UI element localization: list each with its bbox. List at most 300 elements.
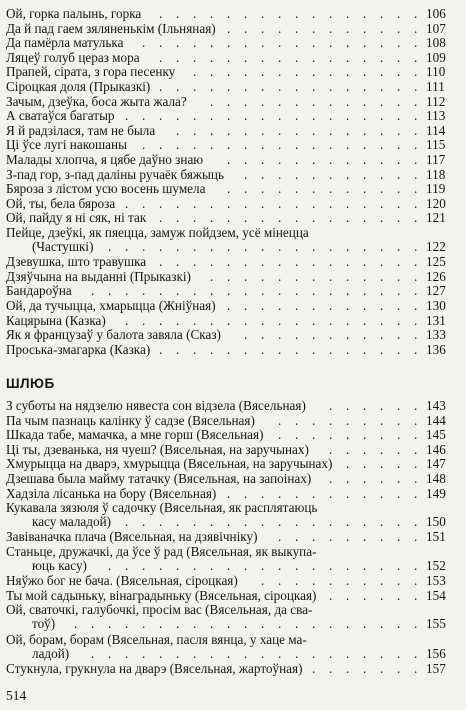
leader-dot: . [244, 166, 248, 182]
leader-dot: . [397, 152, 401, 167]
leader-dot: . [210, 64, 214, 80]
leader-dot: . [227, 93, 231, 109]
leader-dot: . [363, 79, 367, 94]
leader-dot: . [125, 558, 129, 573]
leader-dot: . [346, 49, 350, 65]
leader-dot: . [244, 137, 248, 153]
leader-dot: . [244, 49, 248, 65]
leader-dot: . [227, 181, 231, 197]
leader-dot: . [176, 312, 180, 328]
leader-dot: . [261, 312, 265, 328]
leader-dot: . [142, 514, 146, 530]
leader-dot: . [176, 6, 180, 21]
leader-dot: . [295, 529, 299, 545]
leader-dot: . [312, 268, 316, 284]
leader-dot: . [227, 64, 231, 80]
leader-dot: . [363, 412, 367, 428]
leader-dot: . [278, 298, 282, 313]
leader-dot: . [414, 195, 418, 211]
leader-dot: . [108, 645, 112, 661]
leader-dot: . [312, 108, 316, 124]
leader-dot: . [414, 152, 418, 167]
leader-dot: . [414, 298, 418, 313]
leader-dot: . [380, 441, 384, 457]
entry-title: Стукнула, грукнула на дварэ (Вясельная, жартоўная) [6, 660, 303, 676]
entry-page-number: 125 [426, 254, 446, 270]
leader-dot: . [227, 298, 231, 313]
leader-dot: . [176, 616, 180, 632]
leader-dot: . [414, 341, 418, 357]
leader-dot: . [278, 529, 282, 545]
leader-dot: . [346, 616, 350, 632]
leader-dot: . [329, 427, 333, 443]
leader-dot: . [312, 645, 316, 661]
leader-dot: . [159, 6, 163, 21]
leader-dot: . [397, 398, 401, 413]
leader-dot: . [142, 645, 146, 661]
leader-dot: . [295, 573, 299, 589]
leader-dot: . [363, 587, 367, 603]
leader-dot: . [363, 64, 367, 80]
entry-title: Зачым, дзеўка, боса жыта жала? [6, 93, 187, 109]
entry-title: Па чым пазнаць калінку ў садзе (Вясельная) [6, 412, 255, 428]
leader-dot: . [346, 195, 350, 211]
leader-dot: . [210, 283, 214, 299]
entry-title: Пейце, дзеўкі, як пяецца, замуж пойдзем, усё мінецца [6, 225, 309, 240]
leader-dot: . [397, 573, 401, 589]
toc-entry [6, 167, 458, 183]
leader-dot: . [363, 49, 367, 65]
toc-entry [6, 661, 458, 677]
entry-page-number: 110 [426, 64, 446, 80]
leader-dot: . [397, 35, 401, 51]
leader-dot: . [346, 254, 350, 270]
leader-dot: . [295, 181, 299, 197]
leader-dot: . [108, 616, 112, 632]
leader-dot: . [397, 79, 401, 94]
leader-dot: . [261, 239, 265, 254]
leader-dot: . [244, 79, 248, 94]
leader-dot: . [329, 573, 333, 589]
entry-title: Няўжо бог не бача. (Вясельная, сіроцкая) [6, 573, 238, 589]
entry-title: Дзешава была майму татачку (Вясельная, на запоінах) [6, 471, 312, 486]
leader-dot: . [346, 427, 350, 443]
leader-dot: . [329, 514, 333, 530]
leader-dot: . [346, 412, 350, 428]
leader-dot: . [346, 283, 350, 299]
entry-title: Ой, пайду я ні сяк, ні так [6, 210, 147, 226]
leader-dot: . [346, 558, 350, 573]
leader-dot: . [312, 210, 316, 226]
leader-dot: . [414, 398, 418, 413]
leader-dot: . [414, 6, 418, 21]
leader-dot: . [363, 558, 367, 573]
leader-dot: . [397, 137, 401, 153]
leader-dot: . [312, 49, 316, 65]
leader-dot: . [125, 283, 129, 299]
leader-dot: . [363, 181, 367, 197]
leader-dot: . [346, 166, 350, 182]
leader-dot: . [329, 268, 333, 284]
leader-dot: . [261, 485, 265, 501]
leader-dot: . [176, 79, 180, 94]
leader-dot: . [329, 64, 333, 80]
leader-dot: . [159, 645, 163, 661]
leader-dot: . [244, 268, 248, 284]
leader-dot: . [295, 64, 299, 80]
leader-dot: . [329, 485, 333, 501]
leader-dot: . [295, 645, 299, 661]
leader-dot: . [142, 195, 146, 211]
leader-dot: . [193, 122, 197, 138]
entry-title: Ой, да тучыцца, хмарыцца (Жніўная) [6, 298, 216, 313]
toc-entry [6, 108, 458, 124]
leader-dot: . [346, 485, 350, 501]
leader-dot: . [414, 616, 418, 632]
entry-title: З суботы на нядзелю нявеста сон відзела (Вясельная) [6, 398, 306, 413]
leader-dot: . [193, 35, 197, 51]
toc-entry [6, 152, 458, 168]
leader-dot: . [312, 298, 316, 313]
leader-dot: . [210, 210, 214, 226]
leader-dot: . [91, 616, 95, 632]
leader-dot: . [227, 514, 231, 530]
leader-dot: . [329, 412, 333, 428]
leader-dot: . [380, 660, 384, 676]
leader-dot: . [329, 181, 333, 197]
leader-dot: . [346, 573, 350, 589]
leader-dot: . [363, 441, 367, 457]
leader-dot: . [397, 456, 401, 472]
leader-dot: . [278, 6, 282, 21]
leader-dot: . [363, 35, 367, 51]
leader-dot: . [346, 312, 350, 328]
leader-dot: . [244, 254, 248, 270]
leader-dot: . [329, 20, 333, 36]
leader-dot: . [295, 268, 299, 284]
leader-dot: . [295, 239, 299, 254]
leader-dot: . [414, 254, 418, 270]
leader-dot: . [227, 239, 231, 254]
leader-dot: . [329, 327, 333, 343]
leader-dot: . [414, 35, 418, 51]
leader-dot: . [397, 660, 401, 676]
leader-dot: . [312, 137, 316, 153]
leader-dot: . [329, 254, 333, 270]
leader-dot: . [159, 558, 163, 573]
leader-dot: . [312, 93, 316, 109]
toc-entry [6, 283, 458, 299]
leader-dot: . [346, 152, 350, 167]
leader-dot: . [125, 239, 129, 254]
leader-dot: . [91, 645, 95, 661]
leader-dot: . [159, 254, 163, 270]
leader-dot: . [380, 529, 384, 545]
leader-dot: . [159, 616, 163, 632]
toc-entry [6, 486, 458, 502]
leader-dot: . [363, 616, 367, 632]
leader-dot: . [312, 6, 316, 21]
leader-dot: . [176, 514, 180, 530]
leader-dot: . [380, 254, 384, 270]
leader-dot: . [278, 93, 282, 109]
entry-page-number: 111 [426, 79, 445, 94]
leader-dot: . [363, 195, 367, 211]
leader-dot: . [346, 108, 350, 124]
leader-dot: . [176, 49, 180, 65]
leader-dot: . [176, 341, 180, 357]
entry-title: Хадзіла лісанька на бору (Вясельная) [6, 485, 217, 501]
entry-title: Сіроцкая доля (Прыказкі) [6, 79, 151, 94]
entry-title: Ці ўсе лугі накошаны [6, 137, 127, 153]
leader-dot: . [414, 529, 418, 545]
leader-dot: . [312, 573, 316, 589]
leader-dot: . [397, 239, 401, 254]
leader-dot: . [244, 64, 248, 80]
leader-dot: . [380, 312, 384, 328]
leader-dot: . [312, 514, 316, 530]
leader-dot: . [176, 558, 180, 573]
leader-dot: . [278, 108, 282, 124]
entry-title: Станьце, дружачкі, да ўсе ў рад (Вясельная, як выкупа- [6, 544, 317, 559]
leader-dot: . [397, 108, 401, 124]
leader-dot: . [346, 645, 350, 661]
leader-dot: . [329, 660, 333, 676]
leader-dot: . [380, 79, 384, 94]
leader-dot: . [244, 181, 248, 197]
leader-dot: . [278, 268, 282, 284]
leader-dot: . [363, 660, 367, 676]
entry-title-continued: (Частушкі) [32, 239, 94, 254]
leader-dot: . [278, 49, 282, 65]
leader-dot: . [210, 645, 214, 661]
leader-dot: . [312, 254, 316, 270]
leader-dot: . [295, 412, 299, 428]
leader-dot: . [176, 645, 180, 661]
dot-leader [6, 646, 458, 662]
entry-page-number: 130 [426, 298, 446, 313]
toc-entry [6, 398, 458, 414]
entry-title: Ой, горка палынь, горка [6, 6, 142, 21]
leader-dot: . [346, 514, 350, 530]
leader-dot: . [227, 195, 231, 211]
leader-dot: . [295, 427, 299, 443]
leader-dot: . [159, 137, 163, 153]
entry-page-number: 133 [426, 327, 446, 343]
leader-dot: . [210, 268, 214, 284]
leader-dot: . [278, 514, 282, 530]
leader-dot: . [159, 108, 163, 124]
leader-dot: . [227, 312, 231, 328]
leader-dot: . [329, 471, 333, 486]
entry-title: Я й радзілася, там не была [6, 122, 156, 138]
leader-dot: . [397, 441, 401, 457]
leader-dot: . [244, 195, 248, 211]
leader-dot: . [414, 181, 418, 197]
toc-entry [6, 35, 458, 51]
leader-dot: . [346, 6, 350, 21]
toc-entry [6, 427, 458, 443]
leader-dot: . [278, 573, 282, 589]
leader-dot: . [193, 79, 197, 94]
leader-dot: . [363, 514, 367, 530]
leader-dot: . [346, 441, 350, 457]
entry-title: Дзевушка, што травушка [6, 254, 147, 270]
leader-dot: . [346, 210, 350, 226]
leader-dot: . [380, 427, 384, 443]
leader-dot: . [278, 20, 282, 36]
leader-dot: . [295, 283, 299, 299]
leader-dot: . [108, 239, 112, 254]
leader-dot: . [244, 108, 248, 124]
leader-dot: . [380, 573, 384, 589]
leader-dot: . [244, 616, 248, 632]
leader-dot: . [210, 6, 214, 21]
leader-dot: . [193, 6, 197, 21]
leader-dot: . [414, 283, 418, 299]
leader-dot: . [397, 529, 401, 545]
leader-dot: . [278, 239, 282, 254]
leader-dot: . [312, 427, 316, 443]
leader-dot: . [363, 166, 367, 182]
leader-dot: . [346, 529, 350, 545]
leader-dot: . [142, 108, 146, 124]
toc-entry [6, 632, 458, 662]
toc-entry [6, 602, 458, 632]
leader-dot: . [176, 122, 180, 138]
leader-dot: . [278, 558, 282, 573]
entry-page-number: 118 [426, 166, 446, 182]
entry-title: Бандароўна [6, 283, 72, 299]
leader-dot: . [227, 137, 231, 153]
leader-dot: . [244, 239, 248, 254]
leader-dot: . [380, 93, 384, 109]
leader-dot: . [159, 195, 163, 211]
leader-dot: . [227, 558, 231, 573]
leader-dot: . [176, 210, 180, 226]
leader-dot: . [363, 122, 367, 138]
toc-entry [6, 529, 458, 545]
leader-dot: . [295, 298, 299, 313]
leader-dot: . [329, 49, 333, 65]
entry-page-number: 119 [426, 181, 446, 197]
entry-title: Ці ты, дзеванька, ня чуеш? (Вясельная, на заручынах) [6, 441, 309, 457]
leader-dot: . [329, 239, 333, 254]
entry-title: Хмурыцца на дварэ, хмурыцца (Вясельная, на заручынах) [6, 456, 333, 472]
leader-dot: . [295, 254, 299, 270]
leader-dot: . [142, 239, 146, 254]
page-number: 514 [6, 688, 27, 703]
entry-page-number: 152 [426, 558, 446, 573]
leader-dot: . [244, 514, 248, 530]
entry-title: Прапей, сірата, з гора песенку [6, 64, 176, 80]
leader-dot: . [312, 616, 316, 632]
leader-dot: . [295, 327, 299, 343]
leader-dot: . [346, 298, 350, 313]
entry-title: Малады хлопча, я цябе даўно знаю [6, 152, 204, 167]
leader-dot: . [363, 210, 367, 226]
leader-dot: . [414, 312, 418, 328]
entry-page-number: 153 [426, 573, 446, 589]
leader-dot: . [414, 514, 418, 530]
leader-dot: . [397, 412, 401, 428]
leader-dot: . [363, 283, 367, 299]
leader-dot: . [363, 645, 367, 661]
leader-dot: . [193, 210, 197, 226]
leader-dot: . [414, 427, 418, 443]
leader-dot: . [125, 616, 129, 632]
leader-dot: . [193, 341, 197, 357]
leader-dot: . [397, 64, 401, 80]
leader-dot: . [227, 108, 231, 124]
leader-dot: . [380, 398, 384, 413]
leader-dot: . [295, 312, 299, 328]
entry-title: Шкада табе, мамачка, а мне горш (Вясельная) [6, 427, 264, 443]
leader-dot: . [193, 616, 197, 632]
leader-dot: . [363, 312, 367, 328]
leader-dot: . [346, 122, 350, 138]
entry-title: Ляцеў голуб цераз мора [6, 49, 140, 65]
leader-dot: . [312, 152, 316, 167]
entry-page-number: 151 [426, 529, 446, 545]
leader-dot: . [125, 645, 129, 661]
leader-dot: . [295, 108, 299, 124]
leader-dot: . [125, 312, 129, 328]
leader-dot: . [295, 514, 299, 530]
leader-dot: . [397, 312, 401, 328]
leader-dot: . [346, 79, 350, 94]
leader-dot: . [193, 64, 197, 80]
leader-dot: . [261, 108, 265, 124]
leader-dot: . [346, 327, 350, 343]
leader-dot: . [363, 298, 367, 313]
leader-dot: . [312, 195, 316, 211]
leader-dot: . [278, 312, 282, 328]
entry-page-number: 148 [426, 471, 446, 486]
leader-dot: . [193, 195, 197, 211]
leader-dot: . [159, 210, 163, 226]
leader-dot: . [346, 660, 350, 676]
leader-dot: . [261, 268, 265, 284]
leader-dot: . [210, 108, 214, 124]
leader-dot: . [295, 485, 299, 501]
toc-entry [6, 64, 458, 80]
leader-dot: . [346, 20, 350, 36]
leader-dot: . [380, 166, 384, 182]
leader-dot: . [380, 195, 384, 211]
leader-dot: . [380, 20, 384, 36]
leader-dot: . [363, 254, 367, 270]
leader-dot: . [312, 412, 316, 428]
leader-dot: . [397, 427, 401, 443]
leader-dot: . [346, 181, 350, 197]
leader-dot: . [414, 166, 418, 182]
leader-dot: . [193, 49, 197, 65]
leader-dot: . [210, 79, 214, 94]
leader-dot: . [210, 49, 214, 65]
leader-dot: . [278, 181, 282, 197]
leader-dot: . [397, 514, 401, 530]
toc-entry [6, 181, 458, 197]
leader-dot: . [261, 122, 265, 138]
leader-dot: . [414, 49, 418, 65]
leader-dot: . [278, 166, 282, 182]
entry-page-number: 144 [426, 412, 446, 428]
leader-dot: . [414, 108, 418, 124]
leader-dot: . [414, 20, 418, 36]
leader-dot: . [380, 298, 384, 313]
entry-title: Да й пад гаем зяляненькім (Ільняная) [6, 20, 216, 36]
